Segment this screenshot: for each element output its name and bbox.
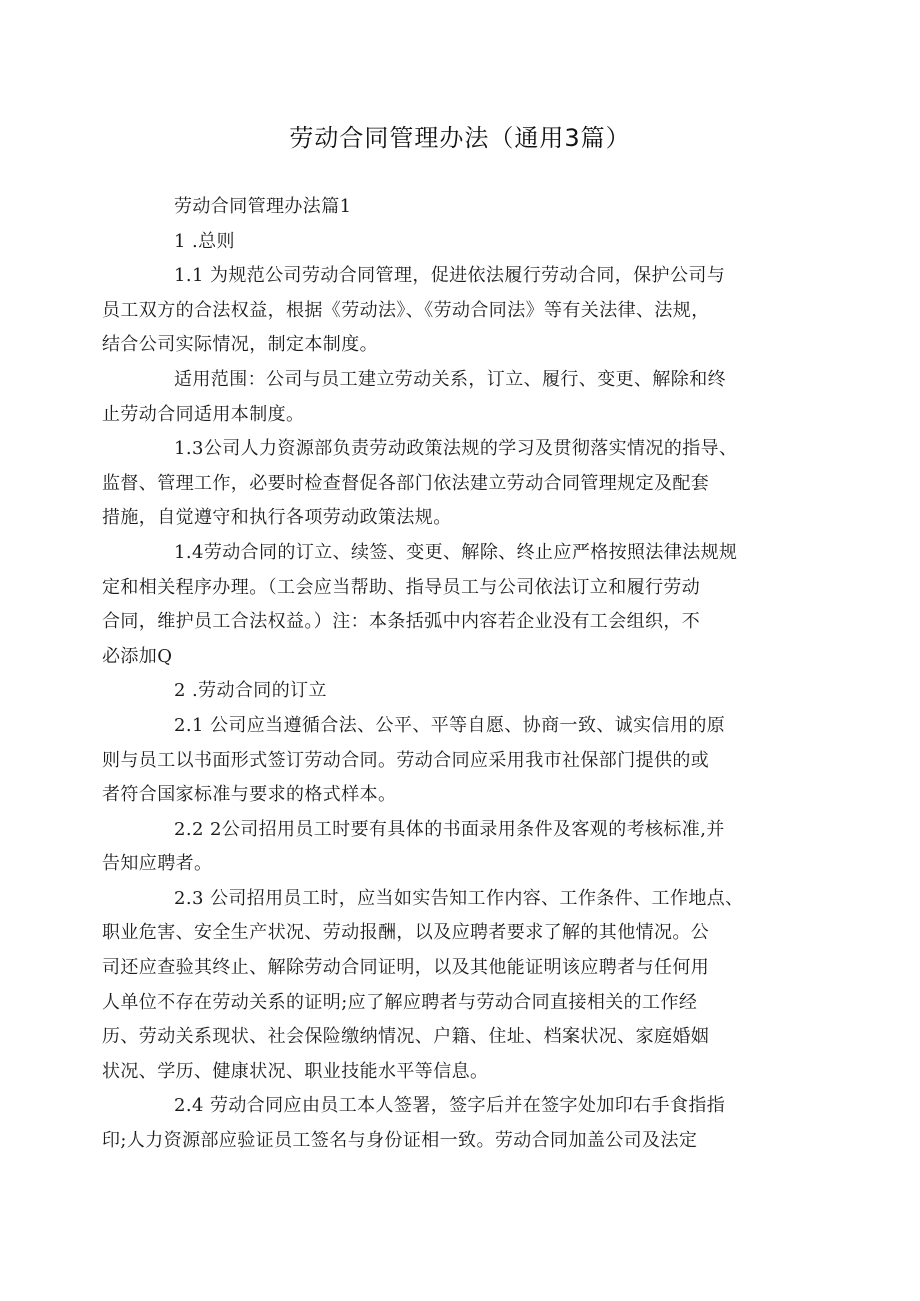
text-line: 状况、学历、健康状况、职业技能水平等信息。: [102, 1060, 489, 1082]
text-line: 劳动合同管理办法篇1: [174, 196, 352, 217]
paragraph: [102, 432, 798, 536]
document-title: 劳动合同管理办法（通用3篇）: [289, 124, 631, 152]
text-line: 职业危害、安全生产状况、劳动报酬，以及应聘者要求了解的其他情况。公: [102, 922, 710, 944]
text-line: 1 .总则: [174, 230, 235, 252]
text-line: 监督、管理工作，必要时检查督促各部门依法建立劳动合同管理规定及配套: [102, 472, 710, 494]
paragraph: [102, 259, 798, 363]
text-line: 2.3 公司招用员工时，应当如实告知工作内容、工作条件、工作地点、: [174, 887, 744, 909]
paragraph: [102, 1089, 798, 1158]
text-line: 2.1 公司应当遵循合法、公平、平等自愿、协商一致、诚实信用的原: [174, 714, 726, 736]
paragraph: [138, 225, 798, 260]
text-line: 印;人力资源部应验证员工签名与身份证相一致。劳动合同加盖公司及法定: [102, 1130, 698, 1152]
text-line: 2.4 劳动合同应由员工本人签署，签字后并在签字处加印右手食指指: [174, 1095, 726, 1117]
document-body: [102, 190, 798, 1159]
text-line: 1.4劳动合同的订立、续签、变更、解除、终止应严格按照法律法规规: [174, 541, 738, 563]
paragraph: [102, 882, 798, 1090]
text-line: 者符合国家标准与要求的格式样本。: [102, 784, 397, 806]
paragraph: [138, 674, 798, 709]
text-line: 必添加Q: [102, 645, 173, 667]
text-line: 1.1 为规范公司劳动合同管理，促进依法履行劳动合同，保护公司与: [174, 265, 726, 287]
text-line: 合同，维护员工合法权益。）注：本条括弧中内容若企业没有工会组织，不: [102, 611, 701, 633]
text-line: 员工双方的合法权益，根据《劳动法》、《劳动合同法》等有关法律、法规，: [102, 299, 710, 321]
text-line: 司还应查验其终止、解除劳动合同证明，以及其他能证明该应聘者与任何用: [102, 957, 710, 979]
text-line: 2 .劳动合同的订立: [174, 680, 327, 702]
text-line: 定和相关程序办理。（工会应当帮助、指导员工与公司依法订立和履行劳动: [102, 576, 701, 598]
paragraph: [102, 363, 798, 432]
text-line: 适用范围：公司与员工建立劳动关系，订立、履行、变更、解除和终: [174, 368, 726, 390]
text-line: 1.3公司人力资源部负责劳动政策法规的学习及贯彻落实情况的指导、: [174, 438, 738, 460]
paragraph: [138, 190, 798, 225]
text-line: 2.2 2公司招用员工时要有具体的书面录用条件及客观的考核标准,并: [174, 818, 725, 840]
text-line: 则与员工以书面形式签订劳动合同。劳动合同应采用我市社保部门提供的或: [102, 749, 710, 771]
paragraph: [102, 709, 798, 813]
paragraph: [102, 813, 798, 882]
text-line: 结合公司实际情况，制定本制度。: [102, 334, 378, 356]
text-line: 人单位不存在劳动关系的证明;应了解应聘者与劳动合同直接相关的工作经: [102, 991, 698, 1013]
text-line: 措施，自觉遵守和执行各项劳动政策法规。: [102, 507, 452, 529]
text-line: 止劳动合同适用本制度。: [102, 403, 305, 425]
text-line: 告知应聘者。: [102, 853, 213, 875]
paragraph: [102, 536, 798, 674]
text-line: 历、劳动关系现状、社会保险缴纳情况、户籍、住址、档案状况、家庭婚姻: [102, 1026, 710, 1048]
